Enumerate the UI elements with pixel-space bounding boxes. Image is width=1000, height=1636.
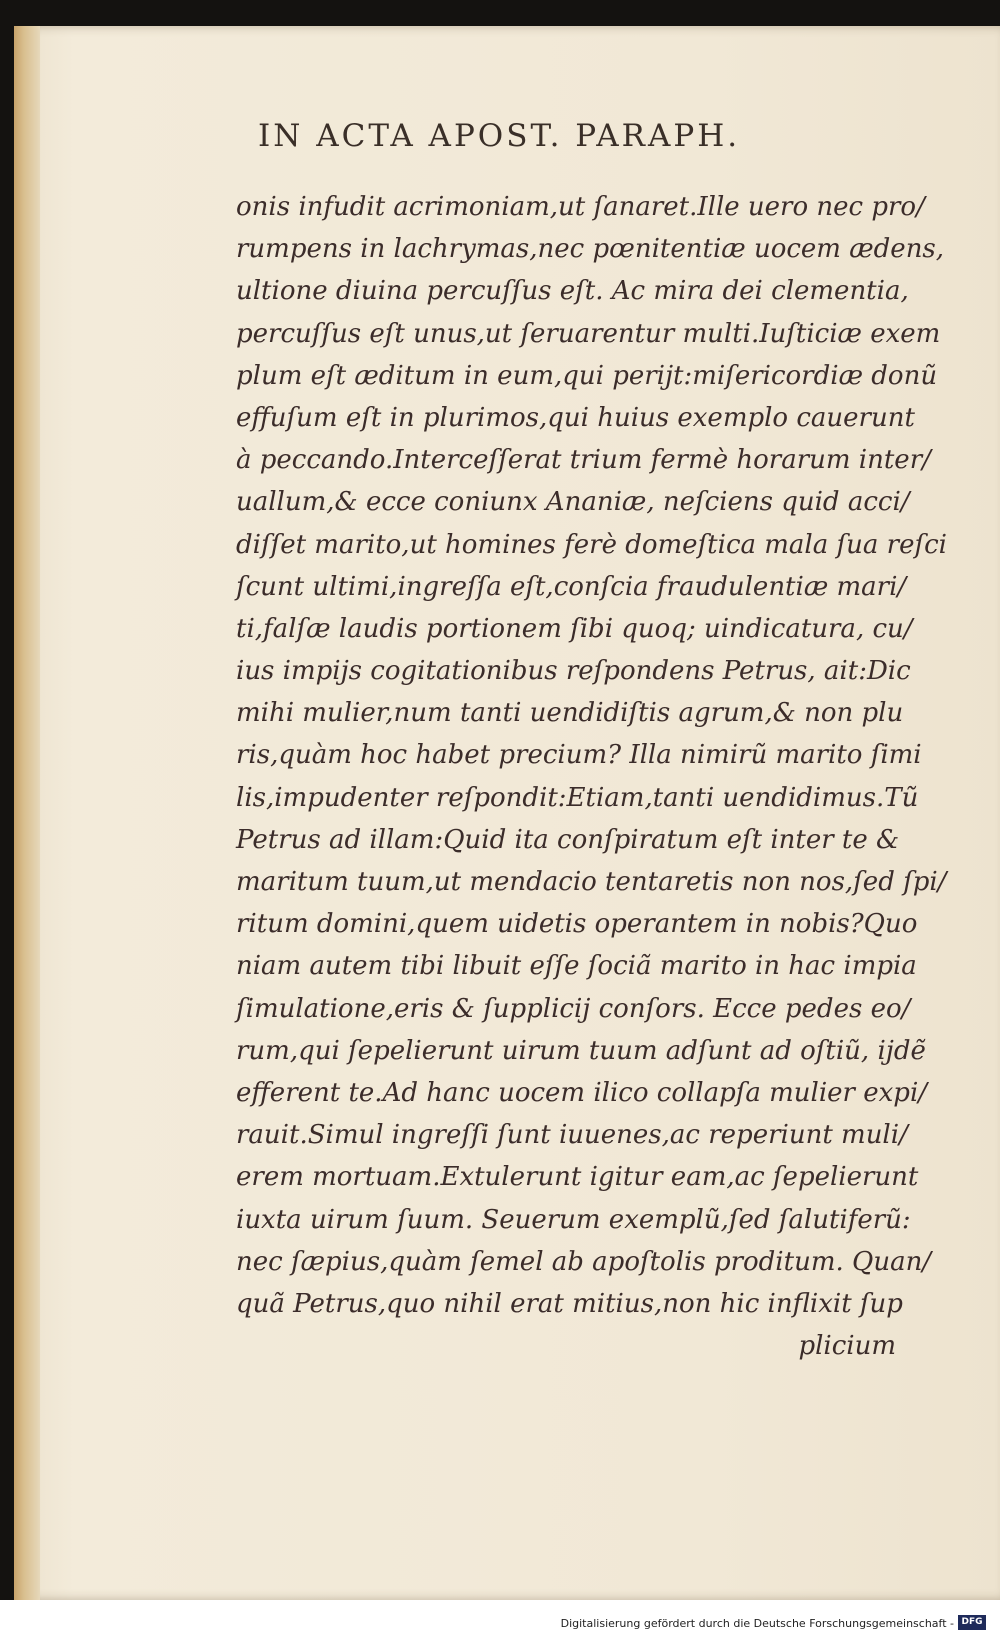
text-line: rumpens in lachrymas,nec pœnitentiæ uocem ædens, — [236, 234, 945, 265]
text-line: quã Petrus,quo nihil erat mitius,non hic inflixit ſup — [236, 1288, 903, 1319]
text-line: lis,impudenter reſpondit:Etiam,tanti uendidimus.Tũ — [236, 782, 919, 813]
text-line: maritum tuum,ut mendacio tentaretis non nos,ſed ſpi/ — [236, 867, 947, 897]
text-line: effuſum eſt in plurimos,qui huius exemplo cauerunt — [236, 402, 915, 433]
text-line: ius impijs cogitationibus reſpondens Petrus, ait:Dic — [236, 656, 911, 687]
text-line: ſcunt ultimi,ingreſſa eſt,conſcia fraudulentiæ mari/ — [236, 571, 907, 602]
text-line: erem mortuam.Extulerunt igitur eam,ac ſepelierunt — [236, 1162, 919, 1193]
text-line: percuſſus eſt unus,ut ſeruarentur multi.Iuſticiæ exem — [236, 318, 941, 349]
text-line: ti,falſæ laudis portionem ſibi quoq; uindicatura, cu/ — [236, 613, 913, 644]
text-line: niam autem tibi libuit eſſe ſociã marito in hac impia — [236, 951, 917, 982]
text-line: mihi mulier,num tanti uendidiſtis agrum,& non plu — [236, 698, 904, 729]
text-line: efferent te.Ad hanc uocem ilico collapſa mulier expi/ — [236, 1077, 928, 1108]
running-head: IN ACTA APOST. PARAPH. — [258, 118, 741, 154]
digitization-credit: Digitalisierung gefördert durch die Deutsche Forschungsgemeinschaft - — [560, 1617, 954, 1630]
text-line: uallum,& ecce coniunx Ananiæ, neſciens quid acci/ — [236, 487, 910, 518]
text-line: ritum domini,quem uidetis operantem in nobis?Quo — [236, 909, 918, 940]
text-line: diſſet marito,ut homines ferè domeſtica mala ſua reſci — [236, 529, 947, 560]
text-line: ris,quàm hoc habet precium? Illa nimirũ marito ſimi — [236, 740, 922, 771]
text-line: à peccando.Interceſſerat trium fermè horarum inter/ — [236, 445, 931, 476]
body-text — [236, 186, 947, 1367]
text-line: ſimulatione,eris & ſupplicij conſors. Ecce pedes eo/ — [236, 993, 911, 1024]
text-line: iuxta uirum ſuum. Seuerum exemplũ,ſed ſalutiferũ: — [236, 1204, 911, 1235]
catchword: plicium — [798, 1331, 896, 1362]
text-line: rauit.Simul ingreſſi ſunt iuuenes,ac reperiunt muli/ — [236, 1120, 908, 1151]
text-line: onis infudit acrimoniam,ut ſanaret.Ille uero nec pro/ — [236, 192, 925, 222]
dfg-logo: DFG — [958, 1615, 986, 1630]
page-gutter-edge — [14, 26, 40, 1600]
text-line: Petrus ad illam:Quid ita conſpiratum eſt inter te & — [236, 824, 900, 855]
text-line: ultione diuina percuſſus eſt. Ac mira dei clementia, — [236, 276, 909, 307]
text-line: plum eſt æditum in eum,qui perijt:miſericordiæ donũ — [236, 360, 938, 391]
text-line: nec ſæpius,quàm ſemel ab apoſtolis proditum. Quan/ — [236, 1246, 932, 1277]
text-line: rum,qui ſepelierunt uirum tuum adſunt ad oſtiũ, ijdẽ — [236, 1035, 926, 1066]
